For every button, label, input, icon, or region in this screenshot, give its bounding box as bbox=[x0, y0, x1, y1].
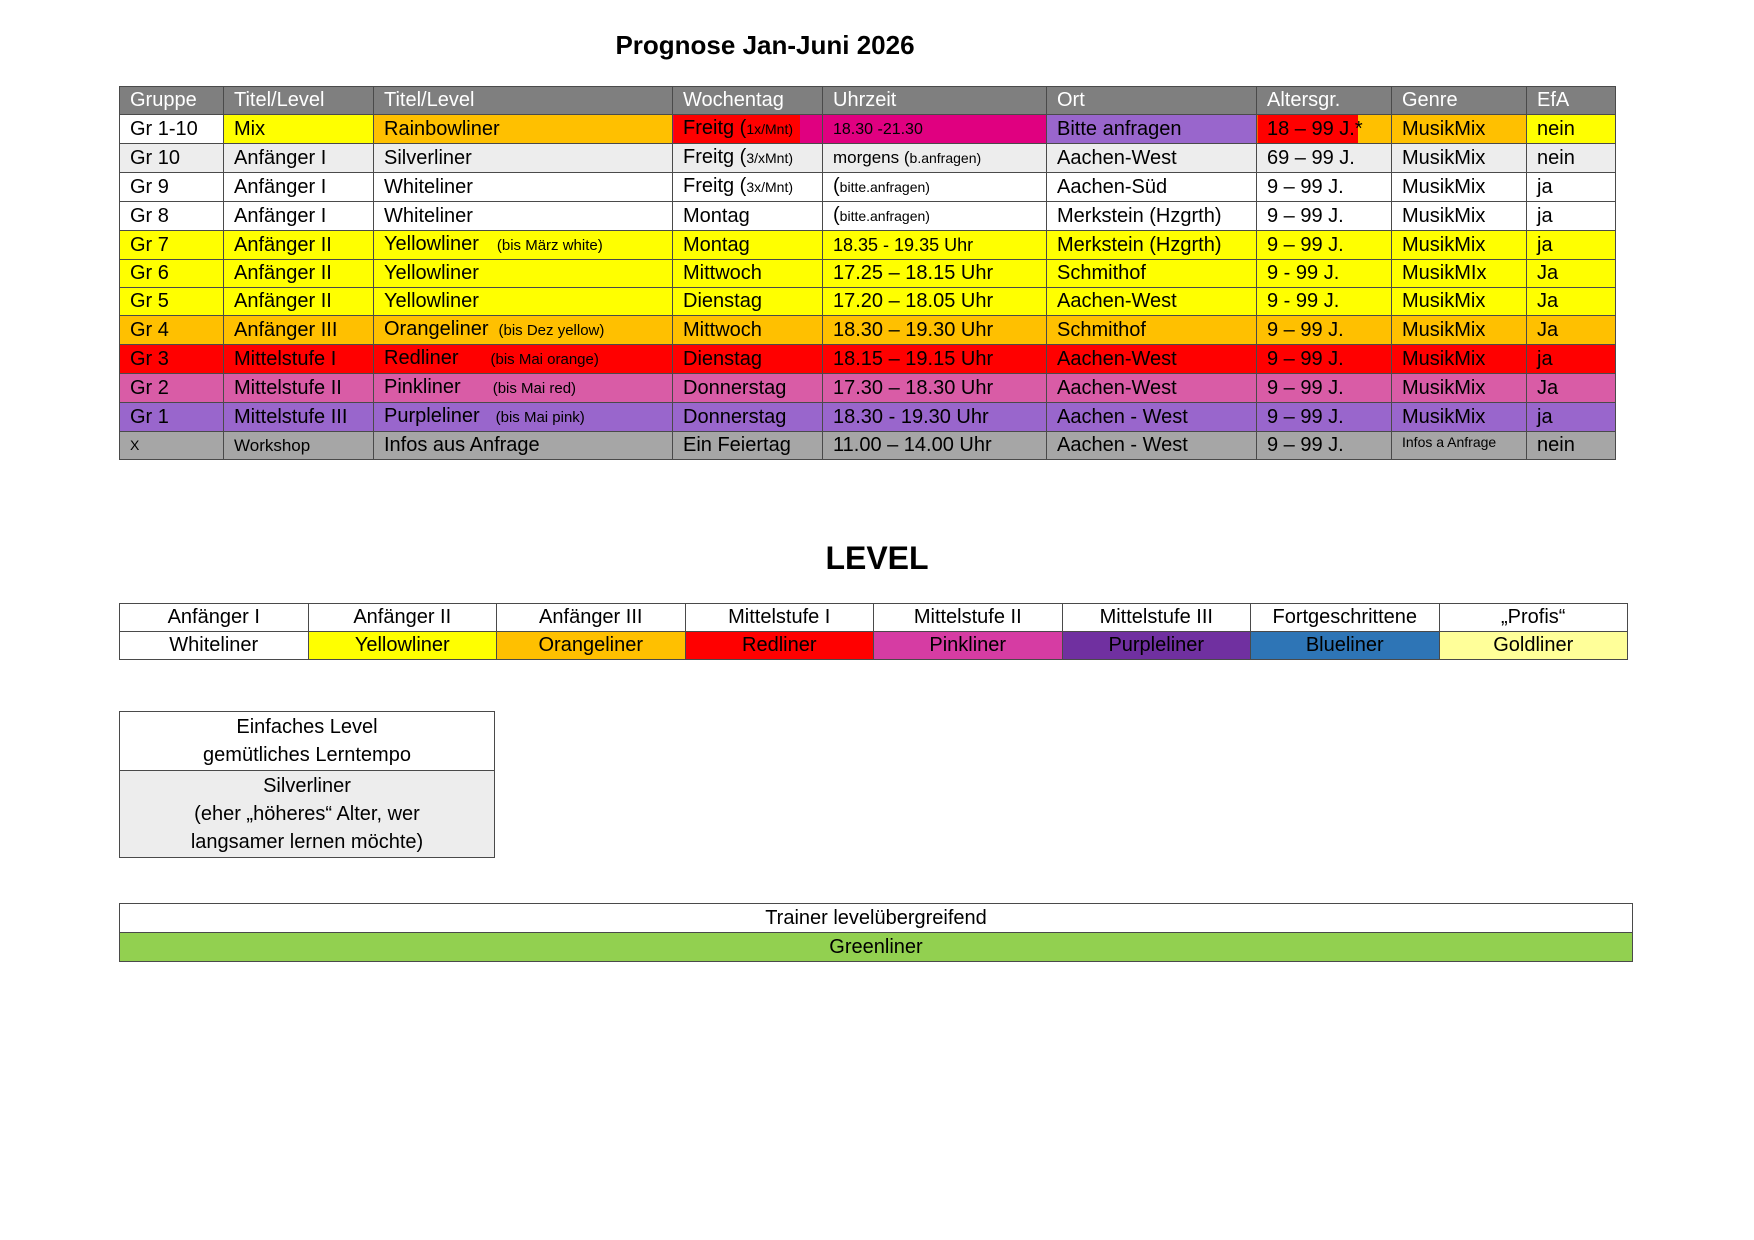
cell-gruppe: Gr 8 bbox=[120, 202, 224, 231]
cell-efa: ja bbox=[1527, 231, 1616, 260]
trainer-liner-row bbox=[120, 933, 1633, 962]
cell-efa: Ja bbox=[1527, 374, 1616, 403]
level-name: Mittelstufe III bbox=[1062, 604, 1251, 632]
cell-uhrzeit bbox=[823, 115, 1047, 144]
cell-uhrzeit bbox=[823, 288, 1047, 316]
liner-note: (bis Mai pink) bbox=[495, 409, 585, 426]
cell-wochentag bbox=[673, 231, 823, 260]
header-altersgruppe: Altersgr. bbox=[1257, 87, 1392, 115]
cell-gruppe: Gr 1-10 bbox=[120, 115, 224, 144]
liner-name: Redliner bbox=[384, 347, 459, 369]
cell-efa: nein bbox=[1527, 144, 1616, 173]
liner-name: Rainbowliner bbox=[384, 117, 500, 140]
cell-level: Anfänger I bbox=[224, 144, 374, 173]
cell-efa: ja bbox=[1527, 173, 1616, 202]
tag-text: Donnerstag bbox=[683, 405, 787, 428]
cell-gruppe: Gr 10 bbox=[120, 144, 224, 173]
cell-alter: 9 – 99 J. bbox=[1257, 374, 1392, 403]
cell-alter: 9 - 99 J. bbox=[1257, 288, 1392, 316]
silverliner-description bbox=[120, 771, 495, 858]
liner-name: Yellowliner bbox=[384, 290, 479, 312]
header-gruppe: Gruppe bbox=[120, 87, 224, 115]
cell-alter: 9 – 99 J. bbox=[1257, 432, 1392, 460]
tag-sub: 3/xMnt) bbox=[746, 150, 794, 166]
cell-ort: Aachen-Süd bbox=[1047, 173, 1257, 202]
easy-line-2: gemütliches Lerntempo bbox=[203, 744, 411, 766]
table-row bbox=[120, 345, 1616, 374]
cell-level: Anfänger II bbox=[224, 288, 374, 316]
cell-ort: Bitte anfragen bbox=[1047, 115, 1257, 144]
cell-wochentag bbox=[673, 173, 823, 202]
cell-uhrzeit bbox=[823, 202, 1047, 231]
zeit-text: 18.30 – 19.30 Uhr bbox=[833, 318, 994, 341]
cell-uhrzeit bbox=[823, 432, 1047, 460]
cell-wochentag bbox=[673, 202, 823, 231]
easy-level-box bbox=[119, 711, 495, 858]
tag-text: Mittwoch bbox=[683, 318, 762, 341]
zeit-text: bitte.anfragen) bbox=[839, 179, 930, 195]
zeit-pre: ( bbox=[833, 204, 840, 226]
cell-ort: Aachen - West bbox=[1047, 432, 1257, 460]
tag-text: Montag bbox=[683, 204, 750, 227]
cell-wochentag bbox=[673, 345, 823, 374]
cell-genre: MusikMix bbox=[1392, 144, 1527, 173]
header-wochentag: Wochentag bbox=[673, 87, 823, 115]
liner-name: Yellowliner bbox=[384, 233, 479, 255]
table-row bbox=[120, 144, 1616, 173]
table-row bbox=[120, 288, 1616, 316]
level-name: Anfänger I bbox=[120, 604, 309, 632]
cell-gruppe: Gr 6 bbox=[120, 260, 224, 288]
level-name: Fortgeschrittene bbox=[1251, 604, 1440, 632]
cell-genre: MusikMix bbox=[1392, 374, 1527, 403]
cell-level: Anfänger I bbox=[224, 202, 374, 231]
cell-liner bbox=[374, 260, 673, 288]
cell-alter: 9 – 99 J. bbox=[1257, 316, 1392, 345]
cell-liner bbox=[374, 202, 673, 231]
zeit-text: bitte.anfragen) bbox=[839, 208, 930, 224]
cell-efa: nein bbox=[1527, 115, 1616, 144]
tag-text: Dienstag bbox=[683, 347, 762, 370]
zeit-pre: ( bbox=[833, 175, 840, 197]
cell-gruppe: Gr 2 bbox=[120, 374, 224, 403]
liner-note: (bis März white) bbox=[496, 237, 603, 254]
cell-level: Anfänger II bbox=[224, 231, 374, 260]
greenliner-cell: Greenliner bbox=[120, 933, 1633, 962]
level-names-row bbox=[120, 604, 1628, 632]
cell-liner bbox=[374, 173, 673, 202]
cell-alter: 69 – 99 J. bbox=[1257, 144, 1392, 173]
easy-line-1: Einfaches Level bbox=[236, 716, 378, 738]
cell-liner bbox=[374, 115, 673, 144]
tag-sub: 3x/Mnt) bbox=[746, 179, 794, 195]
table-row bbox=[120, 432, 1616, 460]
cell-gruppe: Gr 1 bbox=[120, 403, 224, 432]
header-uhrzeit: Uhrzeit bbox=[823, 87, 1047, 115]
cell-liner bbox=[374, 231, 673, 260]
level-heading: LEVEL bbox=[825, 540, 929, 576]
cell-alter: 9 – 99 J. bbox=[1257, 202, 1392, 231]
level-table bbox=[119, 603, 1628, 660]
cell-liner bbox=[374, 316, 673, 345]
liner-name: Whiteliner bbox=[384, 175, 473, 198]
liner-name: Pinkliner bbox=[384, 376, 461, 398]
table-row bbox=[120, 403, 1616, 432]
cell-wochentag bbox=[673, 144, 823, 173]
cell-efa: nein bbox=[1527, 432, 1616, 460]
cell-ort: Aachen-West bbox=[1047, 288, 1257, 316]
level-liner: Yellowliner bbox=[308, 632, 497, 660]
header-efa: EfA bbox=[1527, 87, 1616, 115]
cell-uhrzeit bbox=[823, 316, 1047, 345]
level-liner: Pinkliner bbox=[874, 632, 1063, 660]
cell-genre: MusikMIx bbox=[1392, 260, 1527, 288]
level-liner: Whiteliner bbox=[120, 632, 309, 660]
table-row bbox=[120, 202, 1616, 231]
easy-line-4: (eher „höheres“ Alter, wer bbox=[194, 803, 420, 825]
cell-efa: Ja bbox=[1527, 316, 1616, 345]
cell-level: Mittelstufe III bbox=[224, 403, 374, 432]
cell-gruppe: Gr 5 bbox=[120, 288, 224, 316]
cell-liner bbox=[374, 288, 673, 316]
zeit-pre: morgens ( bbox=[833, 148, 910, 167]
easy-line-3: Silverliner bbox=[263, 775, 351, 797]
cell-uhrzeit bbox=[823, 345, 1047, 374]
liner-name: Orangeliner bbox=[384, 318, 489, 340]
level-name: Anfänger II bbox=[308, 604, 497, 632]
cell-liner bbox=[374, 374, 673, 403]
liner-name: Whiteliner bbox=[384, 204, 473, 227]
liner-name: Silverliner bbox=[384, 146, 472, 169]
cell-level: Workshop bbox=[224, 432, 374, 460]
liner-note: (bis Mai orange) bbox=[490, 351, 599, 368]
tag-text: Ein Feiertag bbox=[683, 434, 791, 456]
cell-genre: MusikMix bbox=[1392, 173, 1527, 202]
trainer-box bbox=[119, 903, 1633, 962]
header-genre: Genre bbox=[1392, 87, 1527, 115]
tag-text: Montag bbox=[683, 233, 750, 256]
level-liner: Goldliner bbox=[1439, 632, 1628, 660]
table-row bbox=[120, 374, 1616, 403]
table-row bbox=[120, 231, 1616, 260]
table-row bbox=[120, 115, 1616, 144]
cell-uhrzeit bbox=[823, 173, 1047, 202]
cell-wochentag bbox=[673, 316, 823, 345]
liner-name: Yellowliner bbox=[384, 262, 479, 284]
level-name: Mittelstufe I bbox=[685, 604, 874, 632]
tag-text: Mittwoch bbox=[683, 262, 762, 284]
schedule-table bbox=[119, 86, 1616, 460]
cell-efa: ja bbox=[1527, 345, 1616, 374]
cell-genre: MusikMix bbox=[1392, 345, 1527, 374]
cell-alter: 9 – 99 J. bbox=[1257, 403, 1392, 432]
page-title: Prognose Jan-Juni 2026 bbox=[615, 30, 915, 60]
silverliner-row bbox=[120, 771, 495, 858]
cell-level: Anfänger III bbox=[224, 316, 374, 345]
table-row bbox=[120, 173, 1616, 202]
zeit-text: 18.30 - 19.30 Uhr bbox=[833, 405, 989, 428]
cell-genre: MusikMix bbox=[1392, 202, 1527, 231]
cell-ort: Aachen-West bbox=[1047, 345, 1257, 374]
tag-text: Freitg ( bbox=[683, 146, 747, 168]
liner-note: (bis Mai red) bbox=[492, 380, 577, 397]
cell-genre: MusikMix bbox=[1392, 231, 1527, 260]
cell-uhrzeit bbox=[823, 260, 1047, 288]
header-titel-level-2: Titel/Level bbox=[374, 87, 673, 115]
trainer-label-row bbox=[120, 904, 1633, 933]
tag-text: Donnerstag bbox=[683, 376, 787, 399]
cell-alter: 9 – 99 J. bbox=[1257, 231, 1392, 260]
tag-sub: 1x/Mnt) bbox=[746, 121, 794, 137]
zeit-text: 18.15 – 19.15 Uhr bbox=[833, 347, 994, 370]
cell-efa: ja bbox=[1527, 403, 1616, 432]
cell-gruppe: Gr 7 bbox=[120, 231, 224, 260]
cell-uhrzeit bbox=[823, 231, 1047, 260]
cell-efa: Ja bbox=[1527, 288, 1616, 316]
level-name: Anfänger III bbox=[497, 604, 686, 632]
cell-gruppe: Gr 4 bbox=[120, 316, 224, 345]
level-name: „Profis“ bbox=[1439, 604, 1628, 632]
zeit-text: 17.30 – 18.30 Uhr bbox=[833, 376, 994, 399]
cell-wochentag bbox=[673, 288, 823, 316]
cell-alter: 18 – 99 J.* bbox=[1257, 115, 1392, 144]
easy-level-description bbox=[120, 712, 495, 771]
zeit-text: 18.30 -21.30 bbox=[833, 121, 923, 138]
trainer-label: Trainer levelübergreifend bbox=[120, 904, 1633, 933]
tag-text: Freitg ( bbox=[683, 117, 747, 139]
cell-gruppe: X bbox=[120, 432, 224, 460]
cell-ort: Schmithof bbox=[1047, 260, 1257, 288]
cell-liner bbox=[374, 144, 673, 173]
cell-liner bbox=[374, 432, 673, 460]
cell-wochentag bbox=[673, 374, 823, 403]
cell-wochentag bbox=[673, 403, 823, 432]
zeit-text: b.anfragen) bbox=[909, 150, 982, 166]
zeit-text: 11.00 – 14.00 Uhr bbox=[833, 434, 992, 456]
cell-alter: 9 – 99 J. bbox=[1257, 345, 1392, 374]
zeit-text: 17.20 – 18.05 Uhr bbox=[833, 290, 994, 312]
zeit-text: 17.25 – 18.15 Uhr bbox=[833, 262, 994, 284]
cell-genre: MusikMix bbox=[1392, 115, 1527, 144]
cell-uhrzeit bbox=[823, 374, 1047, 403]
easy-level-header-row bbox=[120, 712, 495, 771]
cell-ort: Aachen-West bbox=[1047, 144, 1257, 173]
level-liners-row bbox=[120, 632, 1628, 660]
cell-wochentag bbox=[673, 260, 823, 288]
cell-genre: MusikMix bbox=[1392, 316, 1527, 345]
cell-ort: Aachen - West bbox=[1047, 403, 1257, 432]
cell-liner bbox=[374, 345, 673, 374]
cell-wochentag bbox=[673, 115, 823, 144]
cell-efa: ja bbox=[1527, 202, 1616, 231]
header-titel-level-1: Titel/Level bbox=[224, 87, 374, 115]
liner-name: Infos aus Anfrage bbox=[384, 434, 540, 456]
table-row bbox=[120, 260, 1616, 288]
cell-level: Anfänger I bbox=[224, 173, 374, 202]
cell-ort: Schmithof bbox=[1047, 316, 1257, 345]
cell-ort: Merkstein (Hzgrth) bbox=[1047, 202, 1257, 231]
cell-alter: 9 - 99 J. bbox=[1257, 260, 1392, 288]
header-ort: Ort bbox=[1047, 87, 1257, 115]
cell-ort: Aachen-West bbox=[1047, 374, 1257, 403]
cell-gruppe: Gr 3 bbox=[120, 345, 224, 374]
cell-genre: MusikMix bbox=[1392, 288, 1527, 316]
level-liner: Blueliner bbox=[1251, 632, 1440, 660]
cell-level: Mittelstufe II bbox=[224, 374, 374, 403]
easy-line-5: langsamer lernen möchte) bbox=[190, 831, 424, 853]
level-liner: Redliner bbox=[685, 632, 874, 660]
cell-level: Anfänger II bbox=[224, 260, 374, 288]
zeit-text: 18.35 - 19.35 Uhr bbox=[833, 234, 974, 255]
cell-ort: Merkstein (Hzgrth) bbox=[1047, 231, 1257, 260]
level-name: Mittelstufe II bbox=[874, 604, 1063, 632]
tag-text: Freitg ( bbox=[683, 175, 747, 197]
liner-name: Purpleliner bbox=[384, 405, 480, 427]
cell-genre: MusikMix bbox=[1392, 403, 1527, 432]
liner-note: (bis Dez yellow) bbox=[498, 322, 605, 339]
tag-text: Dienstag bbox=[683, 290, 762, 312]
level-liner: Purpleliner bbox=[1062, 632, 1251, 660]
cell-uhrzeit bbox=[823, 144, 1047, 173]
level-liner: Orangeliner bbox=[497, 632, 686, 660]
cell-gruppe: Gr 9 bbox=[120, 173, 224, 202]
cell-wochentag bbox=[673, 432, 823, 460]
cell-level: Mix bbox=[224, 115, 374, 144]
cell-level: Mittelstufe I bbox=[224, 345, 374, 374]
table-row bbox=[120, 316, 1616, 345]
cell-genre: Infos a Anfrage bbox=[1392, 432, 1527, 460]
cell-alter: 9 – 99 J. bbox=[1257, 173, 1392, 202]
cell-uhrzeit bbox=[823, 403, 1047, 432]
cell-efa: Ja bbox=[1527, 260, 1616, 288]
cell-liner bbox=[374, 403, 673, 432]
schedule-header-row bbox=[120, 87, 1616, 115]
